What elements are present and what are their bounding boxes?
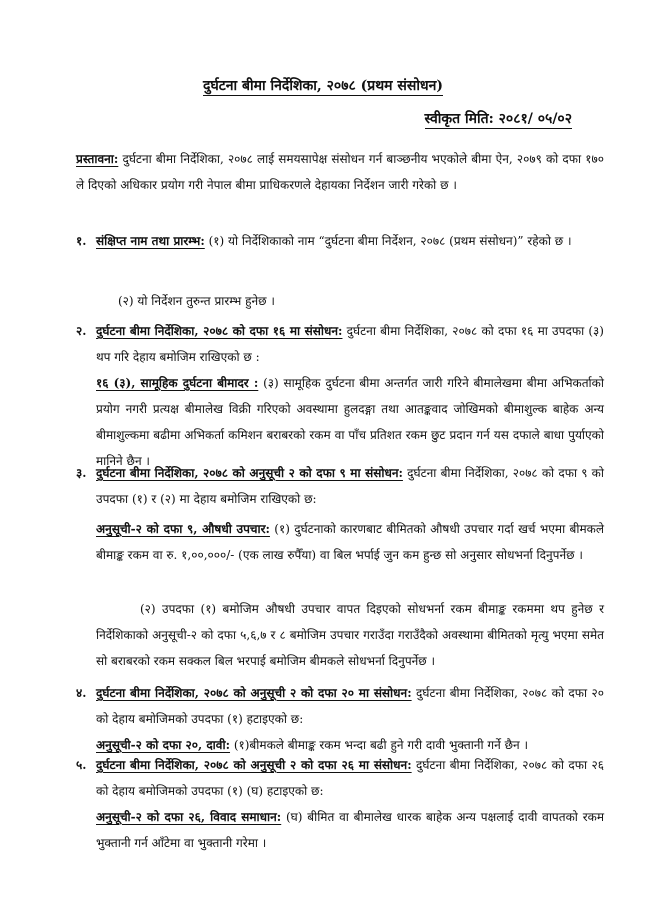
section-4-number: ४. bbox=[76, 686, 87, 700]
section-4 bbox=[96, 680, 604, 758]
document-title-text: दुर्घटना बीमा निर्देशिका, २०७८ (प्रथम संसोधन) bbox=[203, 78, 443, 94]
document-title bbox=[0, 76, 646, 95]
section-2 bbox=[96, 318, 604, 474]
section-3-clause-text: (१) दुर्घटनाको कारणबाट बीमितको औषधी उपचार गर्दा खर्च भएमा बीमकले बीमाङ्क रकम वा रु. १,००,०००/- (एक लाख रुपैँया) वा बिल भर्पाई जुन कम हुन्छ सो अनुसार सोधभर्ना दिनुपर्नेछ । bbox=[96, 522, 604, 562]
section-5-number: ५. bbox=[76, 758, 87, 772]
preamble-heading: प्रस्तावना: bbox=[76, 152, 119, 166]
section-1-heading: संक्षिप्त नाम तथा प्रारम्भ: bbox=[96, 234, 205, 248]
section-5-heading: दुर्घटना बीमा निर्देशिका, २०७८ को अनुसूची २ को दफा २६ मा संसोधन: bbox=[96, 758, 412, 772]
section-5-clause-heading: अनुसूची-२ को दफा २६, विवाद समाधान: bbox=[96, 810, 282, 824]
section-1-sub: (२) यो निर्देशन तुरुन्त प्रारम्भ हुनेछ । bbox=[118, 294, 275, 308]
section-4-clause-text: (१)बीमकले बीमाङ्क रकम भन्दा बढी हुने गरी दावी भुक्तानी गर्ने छैन । bbox=[230, 738, 529, 752]
section-3 bbox=[96, 460, 604, 512]
section-3-clause bbox=[96, 516, 604, 568]
section-5 bbox=[96, 752, 604, 856]
preamble bbox=[76, 146, 604, 198]
section-2-heading: दुर्घटना बीमा निर्देशिका, २०७८ को दफा १६ मा संसोधन: bbox=[96, 324, 343, 338]
section-4-clause-heading: अनुसूची-२ को दफा २०, दावी: bbox=[96, 738, 231, 752]
section-4-text: दुर्घटना बीमा निर्देशिका, २०७८ को दफा २० को देहाय बमोजिमको उपदफा (१) हटाइएको छ: bbox=[96, 686, 604, 726]
section-4-heading: दुर्घटना बीमा निर्देशिका, २०७८ को अनुसूची २ को दफा २० मा संसोधन: bbox=[96, 686, 412, 700]
section-1 bbox=[96, 228, 604, 254]
section-5-clause-text: (घ) बीमित वा बीमालेख धारक बाहेक अन्य पक्षलाई दावी वापतको रकम भुक्तानी गर्न आँटेमा वा भुक्तानी गरेमा । bbox=[96, 810, 604, 850]
section-1-number: १. bbox=[76, 234, 87, 248]
section-3-heading: दुर्घटना बीमा निर्देशिका, २०७८ को अनुसूची २ को दफा ९ मा संसोधन: bbox=[96, 466, 403, 480]
section-3-text: दुर्घटना बीमा निर्देशिका, २०७८ को दफा ९ को उपदफा (१) र (२) मा देहाय बमोजिम राखिएको छ: bbox=[96, 466, 604, 506]
section-2-number: २. bbox=[76, 324, 87, 338]
section-2-text: दुर्घटना बीमा निर्देशिका, २०७८ को दफा १६ मा उपदफा (३) थप गरि देहाय बमोजिम राखिएको छ : bbox=[96, 324, 604, 364]
section-2-clause-heading: १६ (३), सामूहिक दुर्घटना बीमादर : bbox=[96, 376, 259, 390]
section-5-text: दुर्घटना बीमा निर्देशिका, २०७८ को दफा २६ को देहाय बमोजिमको उपदफा (१) (घ) हटाइएको छ: bbox=[96, 758, 604, 798]
section-1-text: (१) यो निर्देशिकाको नाम “दुर्घटना बीमा निर्देशन, २०७८ (प्रथम संसोधन)” रहेको छ । bbox=[204, 234, 572, 248]
preamble-text: दुर्घटना बीमा निर्देशिका, २०७८ लाई समयसापेक्ष संसोधन गर्न बाञ्छनीय भएकोले बीमा ऐन, २०७९ को दफा १७० ले दिएको अधिकार प्रयोग गरी नेपाल बीमा प्राधिकरणले देहायका निर्देशन जारी गरेको छ । bbox=[76, 152, 604, 192]
section-3-clause-2: (२) उपदफा (१) बमोजिम औषधी उपचार वापत दिइएको सोधभर्ना रकम बीमाङ्क रकममा थप हुनेछ र निर्देशिकाको अनुसूची-२ को दफा ५,६,७ र ८ बमोजिम उपचार गराउँदा गराउँदैको अवस्थामा बीमितको मृत्यु भएमा समेत सो बराबरको रकम सक्कल बिल भरपाई बमोजिम बीमकले सोधभर्ना दिनुपर्नेछ । bbox=[96, 602, 604, 668]
section-3-number: ३. bbox=[76, 466, 87, 480]
approved-date: स्वीकृत मिति: २०८१/ ०५/०२ bbox=[424, 111, 572, 127]
section-2-clause-text: (३) सामूहिक दुर्घटना बीमा अन्तर्गत जारी गरिने बीमालेखमा बीमा अभिकर्ताको प्रयोग नगरी प्रत्यक्ष बीमालेख विक्री गरिएको अवस्थामा हुलदङ्गा तथा आतङ्कवाद जोखिमको बीमाशुल्क बाहेक अन्य बीमाशुल्कमा बढीमा अभिकर्ता कमिशन बराबरको रकम वा पाँच प्रतिशत रकम छुट प्रदान गर्न यस दफाले बाधा पुर्याएको मानिने छैन । bbox=[96, 376, 604, 468]
section-3-clause-heading: अनुसूची-२ को दफा ९, औषधी उपचार: bbox=[96, 522, 270, 536]
